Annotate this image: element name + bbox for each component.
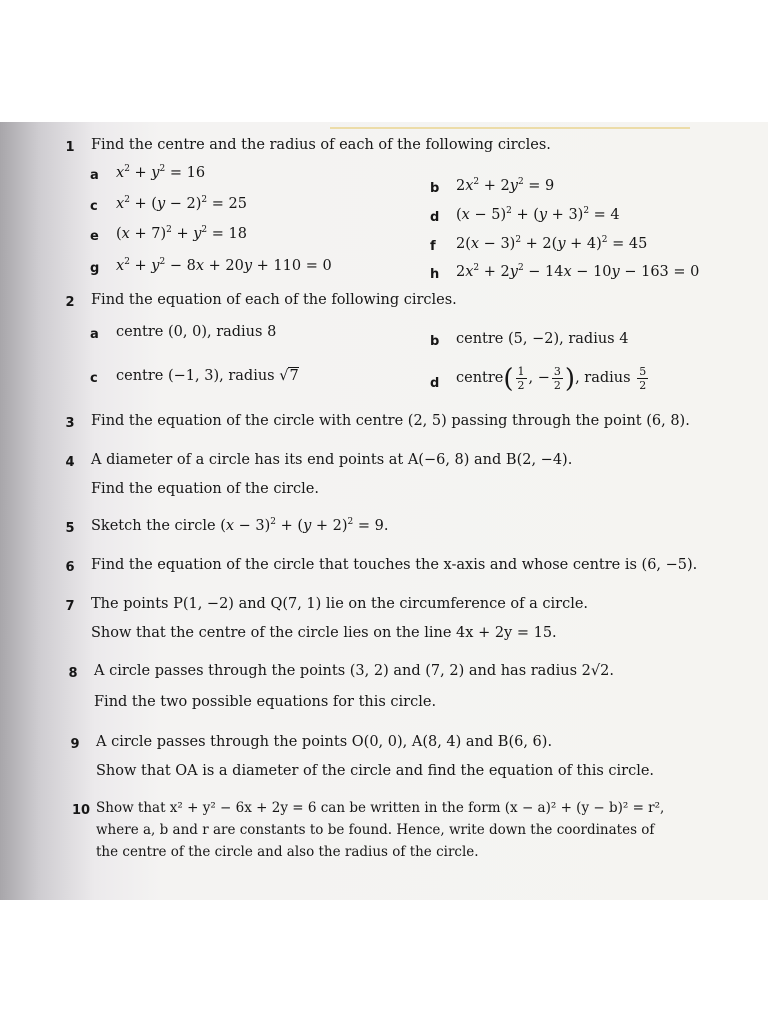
question-number: 5 [65,521,75,536]
question-4 [0,452,768,508]
question-5 [0,518,768,548]
part-label: c [90,371,98,386]
q1-part-e-expr: $(x + 7)^2 + y^2 = 18$ [116,225,247,242]
q2-part-c-expr: centre (−1, 3), radius √7 [116,368,299,384]
top-rule [330,127,690,129]
question-9 [0,734,768,790]
part-label: f [430,239,436,254]
question-text-line: Show that OA is a diameter of the circle and find the equation of this circle. [96,763,655,779]
question-text-line: Find the equation of the circle. [91,481,319,497]
part-label: b [430,334,440,349]
question-number: 7 [65,599,75,614]
question-text-line: A circle passes through the points O(0, 0), A(8, 4) and B(6, 6). [96,734,553,750]
question-text: Find the centre and the radius of each of the following circles. [91,137,551,153]
question-text-line: A circle passes through the points (3, 2) and (7, 2) and has radius 2√2. [94,663,614,679]
question-text: Find the equation of the circle that touches the x-axis and whose centre is (6, −5). [91,557,698,573]
question-number: 9 [70,737,80,752]
part-label: h [430,267,440,282]
part-label: d [430,376,440,391]
question-text-line: Show that the centre of the circle lies on the line 4x + 2y = 15. [91,625,557,641]
q1-part-d-expr: $(x - 5)^2 + (y + 3)^2 = 4$ [456,206,620,223]
question-6 [0,557,768,587]
question-text: Find the equation of the circle with centre (2, 5) passing through the point (6, 8). [91,413,690,429]
q1-part-h-expr: $2x^2 + 2y^2 - 14x - 10y - 163 = 0$ [456,263,700,280]
question-7 [0,596,768,652]
question-text-line: Find the two possible equations for this circle. [94,694,437,710]
q2-part-a-expr: centre (0, 0), radius 8 [116,324,277,340]
q2-part-b-expr: centre (5, −2), radius 4 [456,331,629,347]
question-text-line: The points P(1, −2) and Q(7, 1) lie on the circumference of a circle. [91,596,589,612]
q1-part-b-expr: $2x^2 + 2y^2 = 9$ [456,177,555,194]
question-1 [0,137,768,167]
q1-part-g-expr: $x^2 + y^2 - 8x + 20y + 110 = 0$ [116,257,332,274]
question-text-line: the centre of the circle and also the radius of the circle. [96,844,479,860]
q2-part-d-expr: centre( $\frac{1}{2}$ , − $\frac{3}{2}$ ), radius $\frac{5}{2}$ [456,364,647,394]
q1-part-a-expr: $x^2 + y^2 = 16$ [116,164,206,181]
question-number: 1 [65,140,75,155]
q1-part-c-expr: $x^2 + (y - 2)^2 = 25$ [116,195,247,212]
part-label: e [90,229,99,244]
question-text-line: A diameter of a circle has its end points at A(−6, 8) and B(2, −4). [91,452,573,468]
part-label: a [90,168,99,183]
question-text: Find the equation of each of the following circles. [91,292,457,308]
question-text-line: where a, b and r are constants to be found. Hence, write down the coordinates of [96,822,655,838]
question-3 [0,413,768,443]
question-text-line: Show that x² + y² − 6x + 2y = 6 can be written in the form (x − a)² + (y − b)² = r², [96,800,665,816]
question-number: 3 [65,416,75,431]
question-number: 10 [71,803,91,818]
question-number: 6 [65,560,75,575]
question-number: 8 [68,666,78,681]
part-label: g [90,261,100,276]
part-label: c [90,199,98,214]
question-text: Sketch the circle $(x - 3)^2 + (y + 2)^2 = 9$. [91,517,389,534]
q1-part-f-expr: $2(x - 3)^2 + 2(y + 4)^2 = 45$ [456,235,648,252]
question-8 [0,663,768,719]
question-number: 4 [65,455,75,470]
part-label: d [430,210,440,225]
part-label: b [430,181,440,196]
question-2 [0,292,768,322]
question-number: 2 [65,295,75,310]
part-label: a [90,327,99,342]
question-10 [0,800,768,880]
